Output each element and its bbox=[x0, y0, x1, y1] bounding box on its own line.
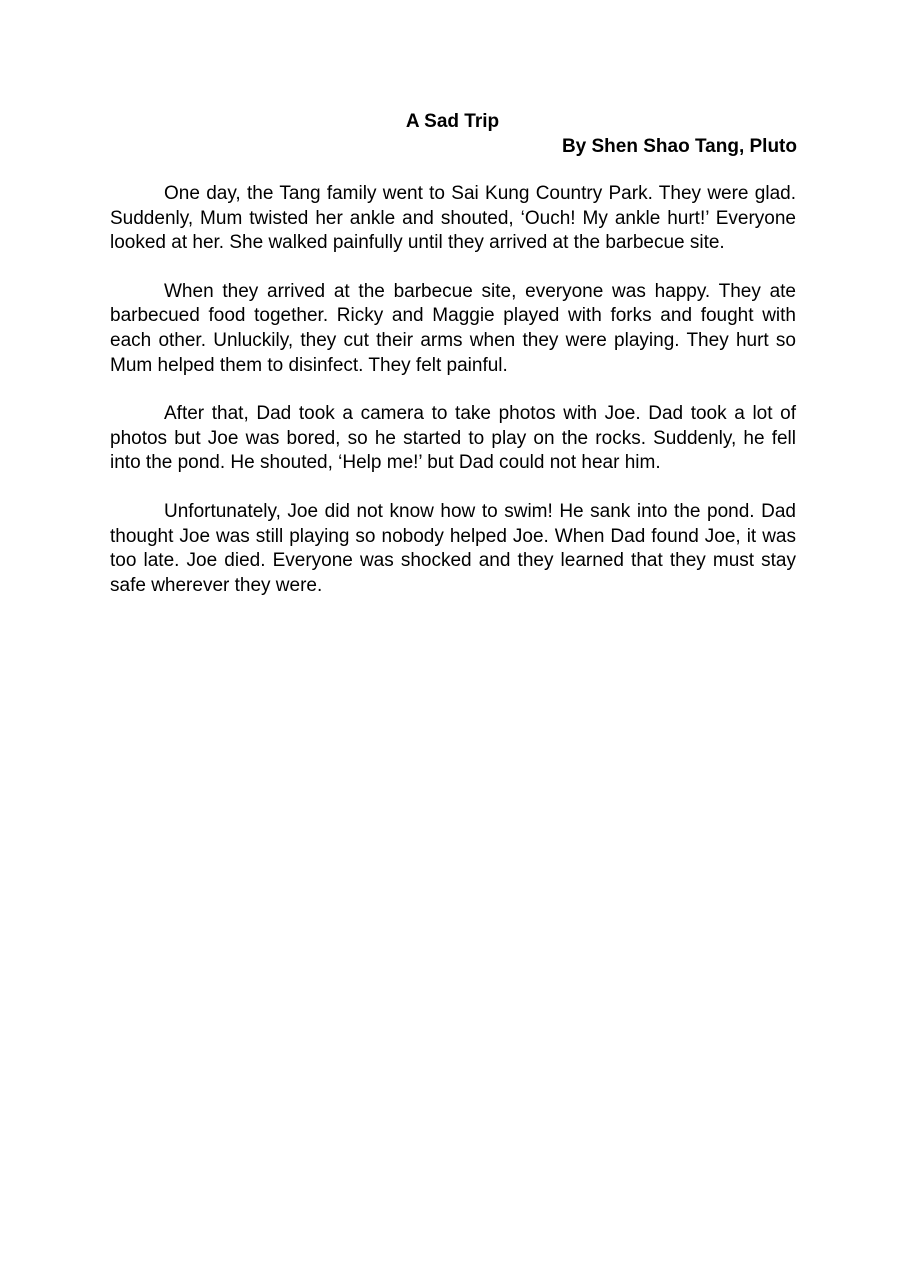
paragraph-4: Unfortunately, Joe did not know how to swim! He sank into the pond. Dad thought Joe was still playing so nobody helped Joe. When Dad found Joe, it was too late. Joe died. Everyone was shocked and they learned that they must stay safe wherever they were. bbox=[110, 500, 796, 596]
paragraph-3: After that, Dad took a camera to take photos with Joe. Dad took a lot of photos but Joe was bored, so he started to play on the rocks. Suddenly, he fell into the pond. He shouted, ‘Help me!’ but Dad could not hear him. bbox=[110, 403, 796, 474]
story-body bbox=[110, 182, 796, 622]
document-title: A Sad Trip bbox=[405, 111, 500, 132]
paragraph-1: One day, the Tang family went to Sai Kung Country Park. They were glad. Suddenly, Mum twisted her ankle and shouted, ‘Ouch! My ankle hurt!’ Everyone looked at her. She walked painfully until they arrived at the barbecue site. bbox=[110, 183, 796, 254]
paragraph-2: When they arrived at the barbecue site, everyone was happy. They ate barbecued food together. Ricky and Maggie played with forks and fought with each other. Unluckily, they cut their arms when they were playing. They hurt so Mum helped them to disinfect. They felt painful. bbox=[110, 280, 796, 376]
author-byline: By Shen Shao Tang, Pluto bbox=[561, 136, 797, 157]
